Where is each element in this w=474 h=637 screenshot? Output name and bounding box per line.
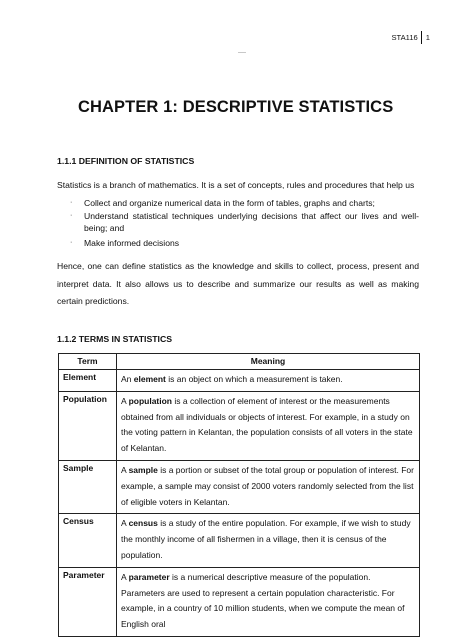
header-divider [421,31,422,44]
page-number: 1 [425,33,430,42]
term-cell: Parameter [59,567,117,636]
list-item-text: Make informed decisions [84,237,180,248]
term-cell: Sample [59,460,117,513]
meaning-cell [117,370,420,392]
meaning-keyword: element [133,374,166,384]
meaning-keyword: sample [128,464,158,475]
table-row [59,391,420,460]
chapter-title: CHAPTER 1: DESCRIPTIVE STATISTICS [78,98,394,116]
table-row [59,514,420,567]
meaning-lead: A [121,464,129,475]
bullet-icon: · [70,238,73,246]
header-mark [238,52,246,53]
term-cell: Population [59,391,117,460]
intro-paragraph: Statistics is a branch of mathematics. It is a set of concepts, rules and procedures that help us [57,180,415,190]
list-item-text: Collect and organize numerical data in the form of tables, graphs and charts; [84,198,375,208]
header-term: Term [59,354,117,370]
meaning-lead: A [121,395,129,406]
term-cell: Element [59,370,117,392]
table-row [59,567,420,636]
meaning-keyword: parameter [128,571,170,582]
meaning-keyword: census [128,518,158,529]
table-row [59,460,420,513]
bullet-icon: · [70,211,73,219]
section-heading-terms: 1.1.2 TERMS IN STATISTICS [57,334,173,344]
meaning-lead: A [121,518,129,529]
meaning-text: is an object on which a measurement is taken. [165,374,343,384]
meaning-keyword: population [128,395,172,406]
list-item [57,210,419,235]
list-item [57,197,419,210]
course-code: STA116 [391,33,418,42]
meaning-text: is a portion or subset of the total group or population of interest. For example, a sample may consist of 2000 voters randomly selected from the list of eligible voters in Kelantan. [121,464,414,507]
bullet-list [57,197,419,249]
meaning-text: is a collection of element of interest or the measurements obtained from all individuals or objects of interest. For example, in a study on the voting pattern in Kelantan, the population consists of all voters in the state of Kelantan. [121,395,413,454]
terms-table [58,353,420,637]
meaning-cell [117,567,420,636]
meaning-cell [117,460,420,513]
header-meaning: Meaning [117,354,420,370]
list-item-text: Understand statistical techniques underlying decisions that affect our lives and well-being; and [84,210,419,234]
table-header-row [59,354,420,370]
page-header [391,31,430,44]
term-cell: Census [59,514,117,567]
meaning-text: is a study of the entire population. For example, if we wish to study the monthly income of all fishermen in a village, then it is census of the population. [121,518,411,560]
closing-paragraph: Hence, one can define statistics as the knowledge and skills to collect, process, present and interpret data. It also allows us to describe and summarize our results as well as making certain predictions. [57,261,419,306]
meaning-lead: An [121,374,134,384]
meaning-lead: A [121,571,129,582]
meaning-cell [117,514,420,567]
table-row [59,370,420,392]
list-item [57,237,419,250]
meaning-text: is a numerical descriptive measure of the population. Parameters are used to represent a certain population characteristic. For example, in a country of 10 million students, when we compute the mean of English oral [121,571,405,630]
section-heading-definition: 1.1.1 DEFINITION OF STATISTICS [57,156,195,166]
bullet-icon: · [70,199,73,206]
meaning-cell [117,391,420,460]
